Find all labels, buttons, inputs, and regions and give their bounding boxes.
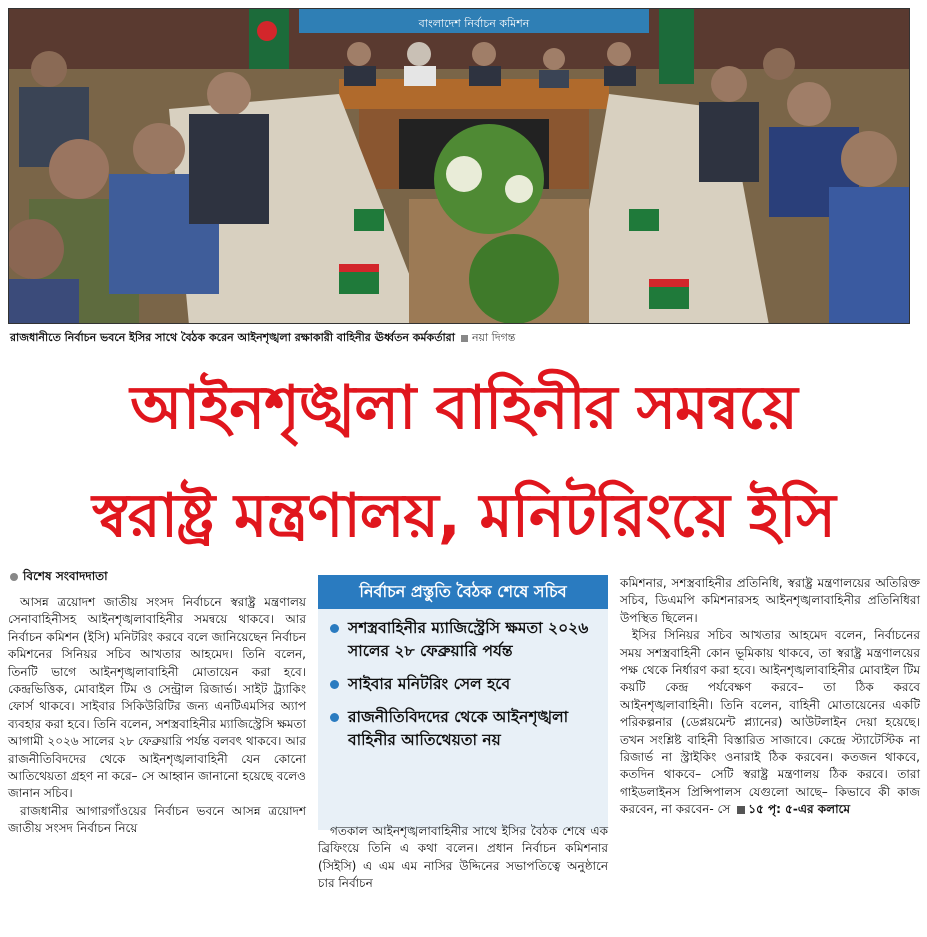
col2-paragraph-1: গতকাল আইনশৃঙ্খলাবাহিনীর সাথে ইসির বৈঠক শেষে এক ব্রিফিংয়ে তিনি এ কথা বলেন। প্রধান নির্বাচন কমিশনার (সিইসি) এ এম এম নাসির উদ্দিনের সভাপতিত্বে অনুষ্ঠানে চার নির্বাচন xyxy=(318,824,608,891)
article-column-2 xyxy=(318,823,608,893)
highlight-item-text: সাইবার মনিটরিং সেল হবে xyxy=(348,675,511,693)
highlight-item xyxy=(328,706,598,752)
byline-text: বিশেষ সংবাদদাতা xyxy=(23,569,108,583)
col1-paragraph-1: আসন্ন ত্রয়োদশ জাতীয় সংসদ নির্বাচনে স্বরাষ্ট্র মন্ত্রণালয় সেনাবাহিনীসহ আইনশৃঙ্খলাবাহিনীর সমন্বয়ে থাকবে। আর নির্বাচন কমিশন (ইসি) মনিটরিং করবে বলে জানিয়েছেন নির্বাচন কমিশনের সিনিয়র সচিব আখতার আহমেদ। তিনি বলেন, তিনটি ভাগে আইনশৃঙ্খলাবাহিনী মোতায়েন করা হবে। কেন্দ্রভিত্তিক, মোবাইল টিম ও সেন্ট্রাল রিজার্ভ। সাইট ট্র্যাকিং ফোর্স থাকবে। সাইবার সিকিউরিটির জন্য এনটিএমসির অ্যাপ ব্যবহার করা হবে। তিনি বলেন, সশস্ত্রবাহিনীর ম্যাজিস্ট্রেসি ক্ষমতা আগামী ২০২৬ সালের ২৮ ফেব্রুয়ারি পর্যন্ত বলবৎ থাকবে। আর রাজনীতিবিদদের থেকে আইনশৃঙ্খলাবাহিনী যেন কোনো আতিথেয়তা গ্রহণ না করে– সে আহ্বান জানানো হয়েছে বলেও জানান সচিব। xyxy=(8,595,306,801)
credit-square-icon xyxy=(461,335,468,342)
bullet-icon xyxy=(330,680,339,689)
banner-text: বাংলাদেশ নির্বাচন কমিশন xyxy=(418,17,530,30)
byline xyxy=(10,568,108,588)
highlight-box xyxy=(318,575,608,830)
highlight-item xyxy=(328,673,598,696)
col3-paragraph-2-text: ইসির সিনিয়র সচিব আখতার আহমেদ বলেন, নির্বাচনের সময় সশস্ত্রবাহিনী কোন ভূমিকায় থাকবে, তা স্বরাষ্ট্র মন্ত্রণালয়ের পক্ষ থেকে নির্ধারণ করা হবে। আইনশৃঙ্খলাবাহিনীর মোবাইল টিম কয়টি কেন্দ্র পর্যবেক্ষণ করবে– তা ঠিক করবে আইনশৃঙ্খলাবাহিনী। তিনি বলেন, বাহিনী মোতায়েনের একটি পরিকল্পনার (ডেপ্লয়মেন্ট প্ল্যানের) আউটলাইন দেয়া হয়েছে। তখন সংশ্লিষ্ট বাহিনী বিস্তারিত সাজাবে। কেন্দ্রে স্ট্যাটেস্টিক না রিজার্ভ না স্ট্রাইকিং ওনারাই ঠিক করবেন। কতজন থাকবে, কতদিন থাকবে– সেটি স্বরাষ্ট্র মন্ত্রণালয় ঠিক করবে। তারা গাইডলাইনস প্রিন্সিপালস যেগুলো আছে– কিভাবে কী কাজ করবেন, না করবেন- সে xyxy=(620,628,920,817)
bullet-icon xyxy=(330,624,339,633)
col3-paragraph-1: কমিশনার, সশস্ত্রবাহিনীর প্রতিনিধি, স্বরাষ্ট্র মন্ত্রণালয়ের অতিরিক্ত সচিব, ডিএমপি কমিশনারসহ আইনশৃঙ্খলাবাহিনীর প্রতিনিধিরা উপস্থিত ছিলেন। xyxy=(620,576,920,625)
highlight-box-title: নির্বাচন প্রস্তুতি বৈঠক শেষে সচিব xyxy=(318,575,608,609)
highlight-item xyxy=(328,617,598,663)
highlight-list xyxy=(318,609,608,752)
article-column-1 xyxy=(8,594,306,838)
headline-line-2: স্বরাষ্ট্র মন্ত্রণালয়, মনিটরিংয়ে ইসি xyxy=(92,481,835,551)
continued-jump[interactable] xyxy=(734,802,850,816)
col3-paragraph-2 xyxy=(620,627,920,818)
highlight-item-text: রাজনীতিবিদদের থেকে আইনশৃঙ্খলা বাহিনীর আতিথেয়তা নয় xyxy=(348,708,569,749)
article-column-3 xyxy=(620,575,920,819)
byline-dot-icon xyxy=(10,573,18,581)
highlight-item-text: সশস্ত্রবাহিনীর ম্যাজিস্ট্রেসি ক্ষমতা ২০২৬ সালের ২৮ ফেব্রুয়ারি পর্যন্ত xyxy=(348,619,589,660)
caption-text: রাজধানীতে নির্বাচন ভবনে ইসির সাথে বৈঠক করেন আইনশৃঙ্খলা রক্ষাকারী বাহিনীর ঊর্ধ্বতন কর্মকর্তারা xyxy=(10,331,455,344)
headline-line-1: আইনশৃঙ্খলা বাহিনীর সমন্বয়ে xyxy=(130,373,797,443)
photo-credit: নয়া দিগন্ত xyxy=(471,331,516,344)
meeting-photo-illustration xyxy=(9,9,910,324)
meeting-photo xyxy=(8,8,910,324)
bullet-icon xyxy=(330,713,339,722)
jump-square-icon xyxy=(737,806,745,814)
col1-paragraph-2: রাজধানীর আগারগাঁওয়ের নির্বাচন ভবনে আসন্ন ত্রয়োদশ জাতীয় সংসদ নির্বাচন নিয়ে xyxy=(8,803,306,836)
photo-caption xyxy=(10,330,915,346)
jump-text[interactable]: ১৫ পৃ: ৫-এর কলামে xyxy=(748,802,851,817)
